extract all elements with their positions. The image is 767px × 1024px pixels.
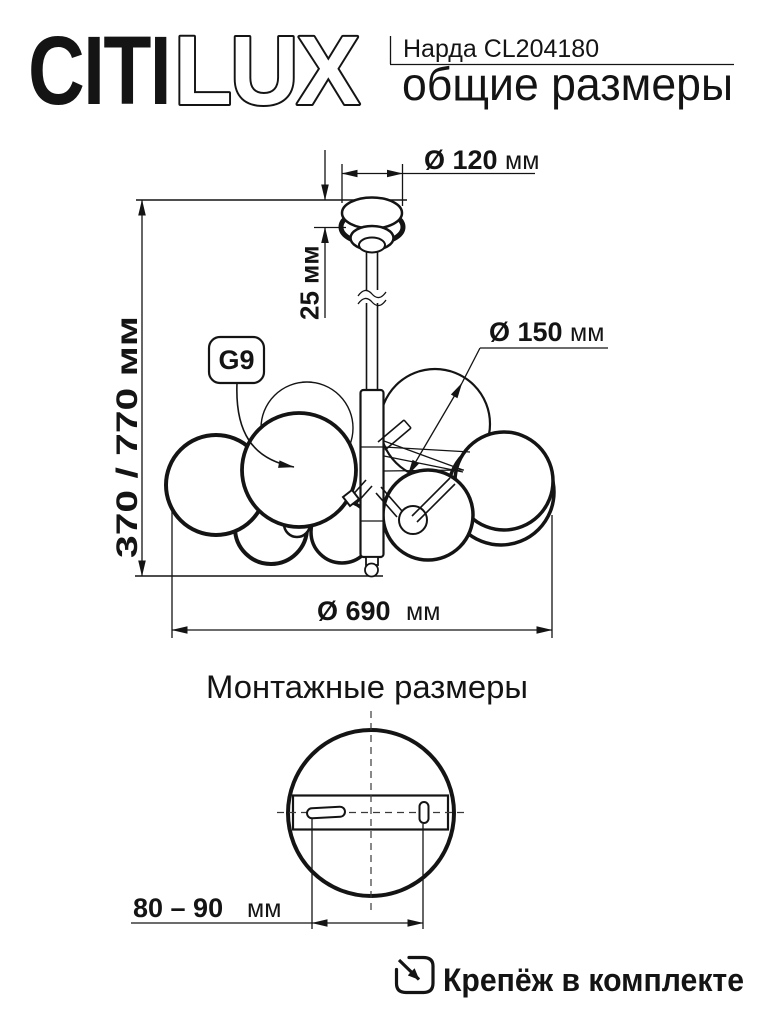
dim-total-width-value: Ø 690 [317,596,391,626]
sheet-title: общие размеры [402,58,733,110]
dim-total-height [111,200,144,576]
general-dimensions-diagram [111,145,608,638]
dim-hole-spacing-value: 80 – 90 [133,893,224,923]
dim-canopy-diameter-value: Ø 120 [424,145,498,175]
mounting-slot-left [307,807,345,819]
glass-ball [242,413,356,527]
header [28,16,734,125]
dim-canopy-height [295,150,347,320]
mounting-diagram [131,669,528,929]
dim-hole-spacing-unit: мм [247,895,282,923]
dim-canopy-height-label: 25 мм [294,245,325,320]
arrow-into-box-icon [399,960,419,980]
rod-break-squiggle [358,298,386,305]
canopy-hub [359,238,385,253]
dim-ball-diameter-value: Ø 150 [489,317,563,347]
dim-total-width-unit: мм [406,598,441,626]
suspension-rod [358,252,386,392]
hardware-note: Крепёж в комплекте [443,962,744,998]
ceiling-canopy [341,198,403,253]
product-name: Нарда CL204180 [403,35,600,63]
ball-neck-circle [399,506,427,534]
logo-lux: LUX [174,16,360,125]
finial-ball [365,564,378,577]
canopy-dome [342,198,402,229]
hub-column [361,390,384,557]
socket-badge-label: G9 [218,345,255,375]
rod-break-squiggle [358,290,386,297]
glass-ball [383,470,473,560]
mounting-slot-right [420,802,429,823]
hardware-included-icon [397,958,434,993]
dim-canopy-diameter-unit: мм [505,147,540,175]
dim-total-height-label: 370 / 770 мм [111,380,144,558]
logo-citi: CITI [28,16,170,125]
mounting-title: Монтажные размеры [206,669,528,705]
dim-ball-diameter-unit: мм [570,319,605,347]
footer [397,958,745,999]
dim-hole-spacing [131,819,423,929]
